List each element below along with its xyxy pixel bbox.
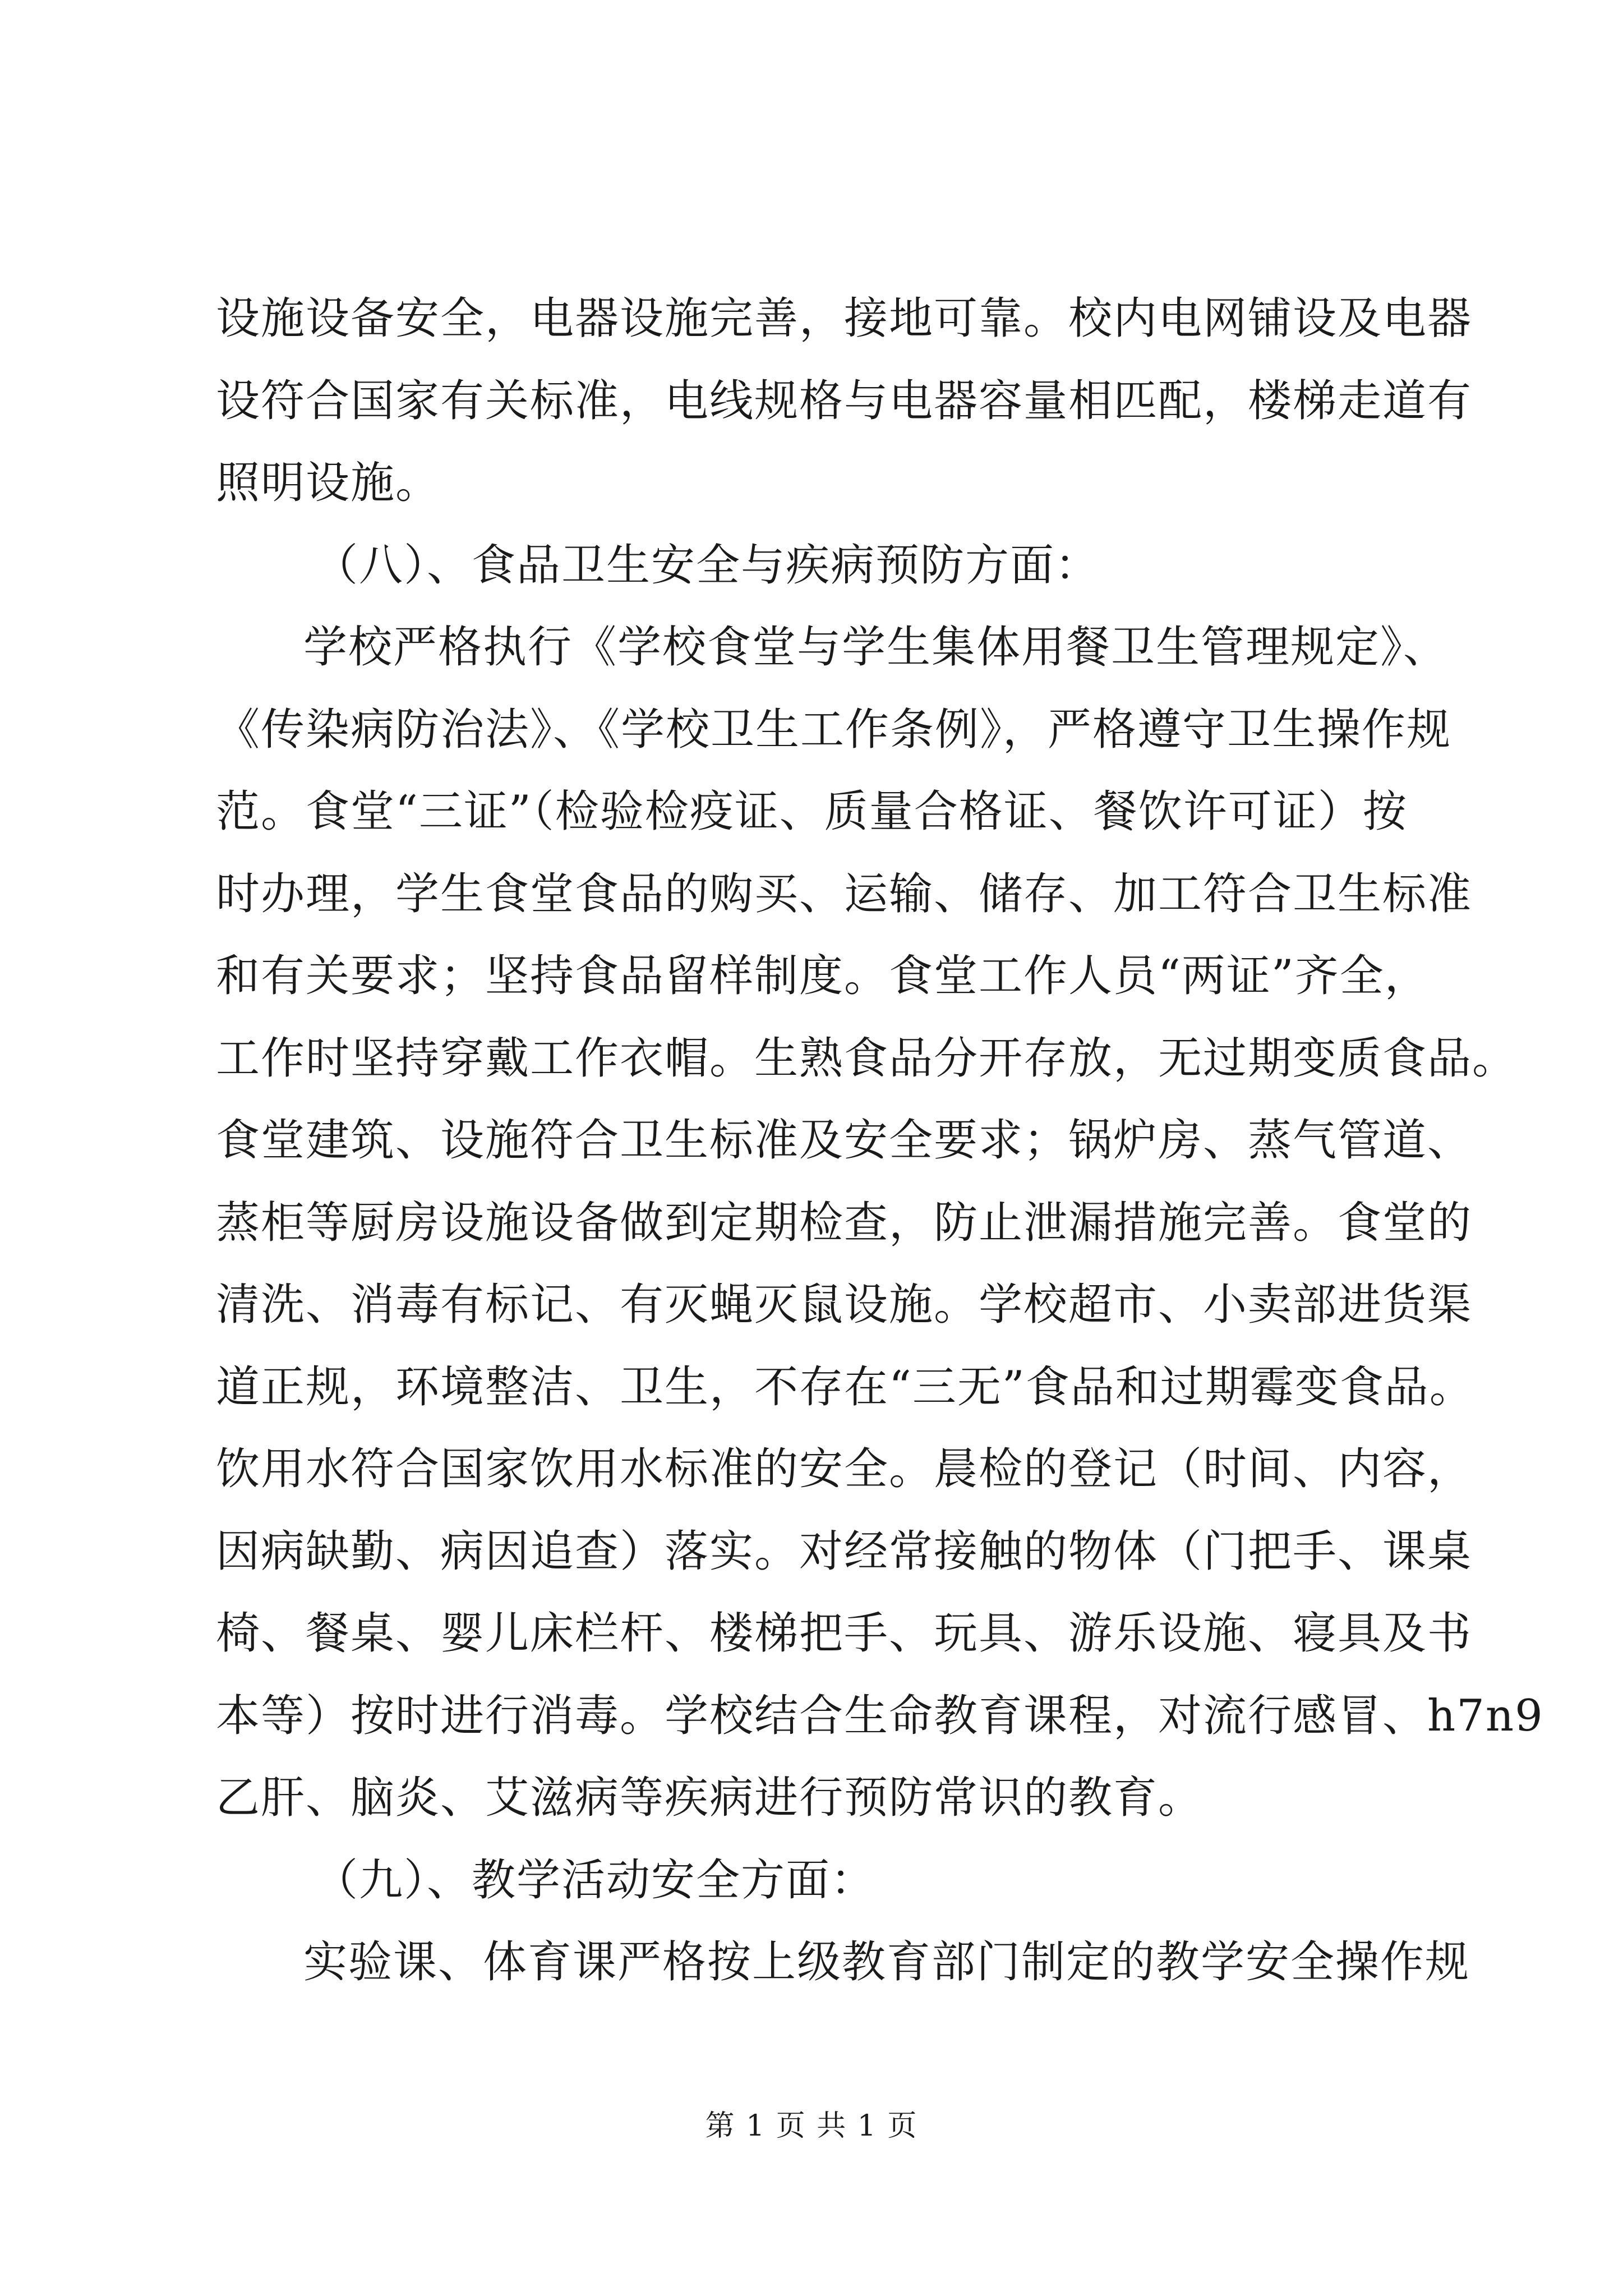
body-line: 因病缺勤、病因追查）落实。对经常接触的物体（门把手、课桌 [216,1526,1473,1577]
paragraph-first-line: 实验课、体育课严格按上级教育部门制定的教学安全操作规 [303,1937,1470,1987]
body-line: 设施设备安全，电器设施完善，接地可靠。校内电网铺设及电器 [216,293,1473,344]
body-line: 饮用水符合国家饮用水标准的安全。晨检的登记（时间、内容， [216,1444,1473,1494]
body-line: 工作时坚持穿戴工作衣帽。生熟食品分开存放，无过期变质食品。 [216,1033,1518,1084]
body-line: 范。食堂“三证”（检验检疫证、质量合格证、餐饮许可证）按 [216,786,1408,837]
body-line: 道正规，环境整洁、卫生，不存在“三无”食品和过期霉变食品。 [216,1361,1474,1412]
body-line: 蒸柜等厨房设施设备做到定期检查，防止泄漏措施完善。食堂的 [216,1197,1473,1248]
body-line: 和有关要求；坚持食品留样制度。食堂工作人员“两证”齐全， [216,951,1430,1001]
body-line: 照明设施。 [216,458,441,508]
section-heading-9: （九）、教学活动安全方面： [314,1855,876,1906]
body-line: 乙肝、脑炎、艾滋病等疾病进行预防常识的教育。 [216,1773,1204,1823]
paragraph-first-line: 学校严格执行《学校食堂与学生集体用餐卫生管理规定》、 [303,622,1449,673]
section-heading-8: （八）、食品卫生安全与疾病预防方面： [314,540,1100,591]
body-line: 设符合国家有关标准，电线规格与电器容量相匹配，楼梯走道有 [216,375,1473,426]
body-line: 时办理，学生食堂食品的购买、运输、储存、加工符合卫生标准 [216,868,1473,919]
body-line: 椅、餐桌、婴儿床栏杆、楼梯把手、玩具、游乐设施、寝具及书 [216,1608,1473,1659]
body-line: 《传染病防治法》、《学校卫生工作条例》，严格遵守卫生操作规 [216,704,1452,755]
document-body [216,278,1544,2004]
body-line: 清洗、消毒有标记、有灭蝇灭鼠设施。学校超市、小卖部进货渠 [216,1280,1473,1330]
body-line: 食堂建筑、设施符合卫生标准及安全要求；锅炉房、蒸气管道、 [216,1115,1473,1166]
page-footer: 第 1 页 共 1 页 [705,2109,918,2143]
body-line: 本等）按时进行消毒。学校结合生命教育课程，对流行感冒、h7n9 [216,1690,1544,1741]
